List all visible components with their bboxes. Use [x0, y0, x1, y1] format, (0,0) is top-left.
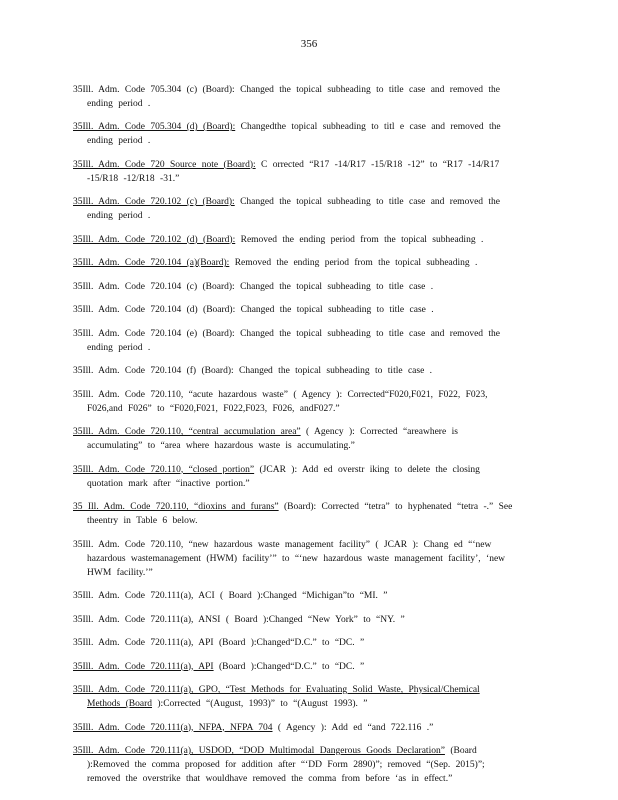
list-item — [73, 195, 518, 223]
entry-text: “acute hazardous waste” ( Agency ): Corrected“F020,F021, F022, F023, F026,and F026” to “F020,F021, F022,F023, F026, andF027.” — [87, 389, 488, 414]
entry-text: Removed the ending period from the topical subheading . — [235, 234, 484, 245]
entry-citation: 35Ill. Adm. Code 720.111(a), GPO, “Test Methods for Evaluating Solid Waste, Physical/Chemical Methods (Board — [73, 685, 480, 709]
entry-citation: 35Ill. Adm. Code 720.104 (c) (Board): — [73, 281, 235, 292]
entry-text: C orrected “R17 -14/R17 -15/R18 -12” to “R17 -14/R17 -15/R18 -12/R18 -31.” — [87, 159, 500, 184]
list-item — [73, 327, 518, 355]
entry-citation: 35 Ill. Adm. Code 720.110, “dioxins and furans” — [73, 502, 279, 512]
list-item — [73, 589, 518, 603]
entry-citation: 35Ill. Adm. Code 720.111(a), API — [73, 661, 214, 672]
entry-text: ):Corrected “(August, 1993)” to “(August 1993). ” — [152, 699, 368, 709]
list-item — [73, 233, 518, 247]
list-item — [73, 683, 518, 711]
entry-citation: 35Ill. Adm. Code 720.104 (e) (Board): — [73, 328, 235, 339]
list-item — [73, 613, 518, 627]
entry-citation: 35Ill. Adm. Code 720.110, “central accumulation area” — [73, 427, 301, 437]
list-item — [73, 500, 518, 528]
entry-list — [73, 73, 518, 792]
entry-text: ACI ( Board ):Changed “Michigan”to “MI. ” — [193, 591, 388, 601]
entry-citation: 35Ill. Adm. Code 720.111(a), USDOD, “DOD Multimodal Dangerous Goods Declaration” — [73, 746, 445, 756]
entry-text: “new hazardous waste management facility” ( JCAR ): Chang ed “‘new hazardous wastemanagement (HWM) facility’” to “‘new hazardous waste management facility’, ‘new HWM facility.’” — [87, 539, 506, 578]
entry-text: (Board): Corrected “tetra” to hyphenated “tetra -.” See theentry in Table 6 below. — [87, 502, 513, 526]
entry-text: Changed the topical subheading to title case . — [234, 281, 434, 292]
entry-citation: 35Ill. Adm. Code 720.110, — [73, 539, 184, 550]
entry-citation: 35Ill. Adm. Code 720.104 (d) (Board): — [73, 305, 236, 315]
list-item — [73, 744, 518, 786]
page-number: 356 — [300, 38, 318, 50]
entry-text: Changed the topical subheading to title case . — [235, 305, 434, 315]
list-item — [73, 83, 518, 111]
list-item — [73, 388, 518, 416]
entry-text: ( Agency ): Add ed “and 722.116 .” — [272, 722, 434, 733]
list-item — [73, 158, 518, 186]
entry-citation: 35Ill. Adm. Code 720.102 (c) (Board): — [73, 197, 235, 207]
entry-text: Changed the topical subheading to title case and removed the ending period . — [87, 328, 501, 353]
entry-citation: 35Ill. Adm. Code 720.102 (d) (Board): — [73, 234, 236, 245]
entry-citation: 35Ill. Adm. Code 720.111(a), — [73, 591, 194, 601]
entry-citation: 35Ill. Adm. Code 720.104 (f) (Board): — [73, 366, 234, 376]
entry-text: Changedthe topical subheading to titl e case and removed the ending period . — [87, 122, 501, 146]
list-item — [73, 538, 518, 580]
entry-citation: 35Ill. Adm. Code 720 Source note (Board): — [73, 159, 256, 170]
list-item — [73, 280, 518, 294]
list-item — [73, 425, 518, 453]
list-item — [73, 660, 518, 674]
entry-text: Changed the topical subheading to title case and removed the ending period . — [87, 197, 501, 221]
entry-citation: 35Ill. Adm. Code 720.111(a), NFPA, NFPA 704 — [73, 722, 273, 733]
entry-text: ( Agency ): Corrected “areawhere is accumulating” to “area where hazardous waste is accumulating.” — [87, 427, 458, 451]
entry-citation: 35Ill. Adm. Code 705.304 (c) (Board): — [73, 84, 235, 95]
list-item — [73, 636, 518, 650]
entry-text: Removed the ending period from the topical subheading . — [229, 258, 478, 268]
entry-text: ANSI ( Board ):Changed “New York” to “NY. ” — [193, 614, 405, 625]
list-item — [73, 303, 518, 317]
entry-citation: 35Ill. Adm. Code 720.111(a), — [73, 614, 194, 625]
entry-text: (JCAR ): Add ed overstr iking to delete the closing quotation mark after “inactive portion.” — [87, 464, 480, 489]
entry-text: API (Board ):Changed“D.C.” to “DC. ” — [193, 638, 365, 648]
list-item — [73, 364, 518, 378]
list-item — [73, 721, 518, 735]
list-item — [73, 463, 518, 491]
entry-citation: 35Ill. Adm. Code 705.304 (d) (Board): — [73, 122, 236, 132]
entry-text: Changed the topical subheading to title case . — [233, 366, 433, 376]
entry-text: Changed the topical subheading to title case and removed the ending period . — [87, 84, 501, 109]
entry-text: (Board ):Removed the comma proposed for addition after “‘DD Form 2890)”; removed “(Sep. 2015)”; removed the overstrike that wouldhave removed the comma from before ‘as in effect.” — [87, 746, 485, 784]
entry-citation: 35Ill. Adm. Code 720.111(a), — [73, 638, 194, 648]
entry-citation: 35Ill. Adm. Code 720.104 (a)(Board): — [73, 258, 230, 268]
entry-citation: 35Ill. Adm. Code 720.110, — [73, 389, 184, 400]
entry-text: (Board ):Changed“D.C.” to “DC. ” — [213, 661, 365, 672]
list-item — [73, 256, 518, 270]
entry-citation: 35Ill. Adm. Code 720.110, “closed portion” — [73, 464, 255, 475]
list-item — [73, 120, 518, 148]
